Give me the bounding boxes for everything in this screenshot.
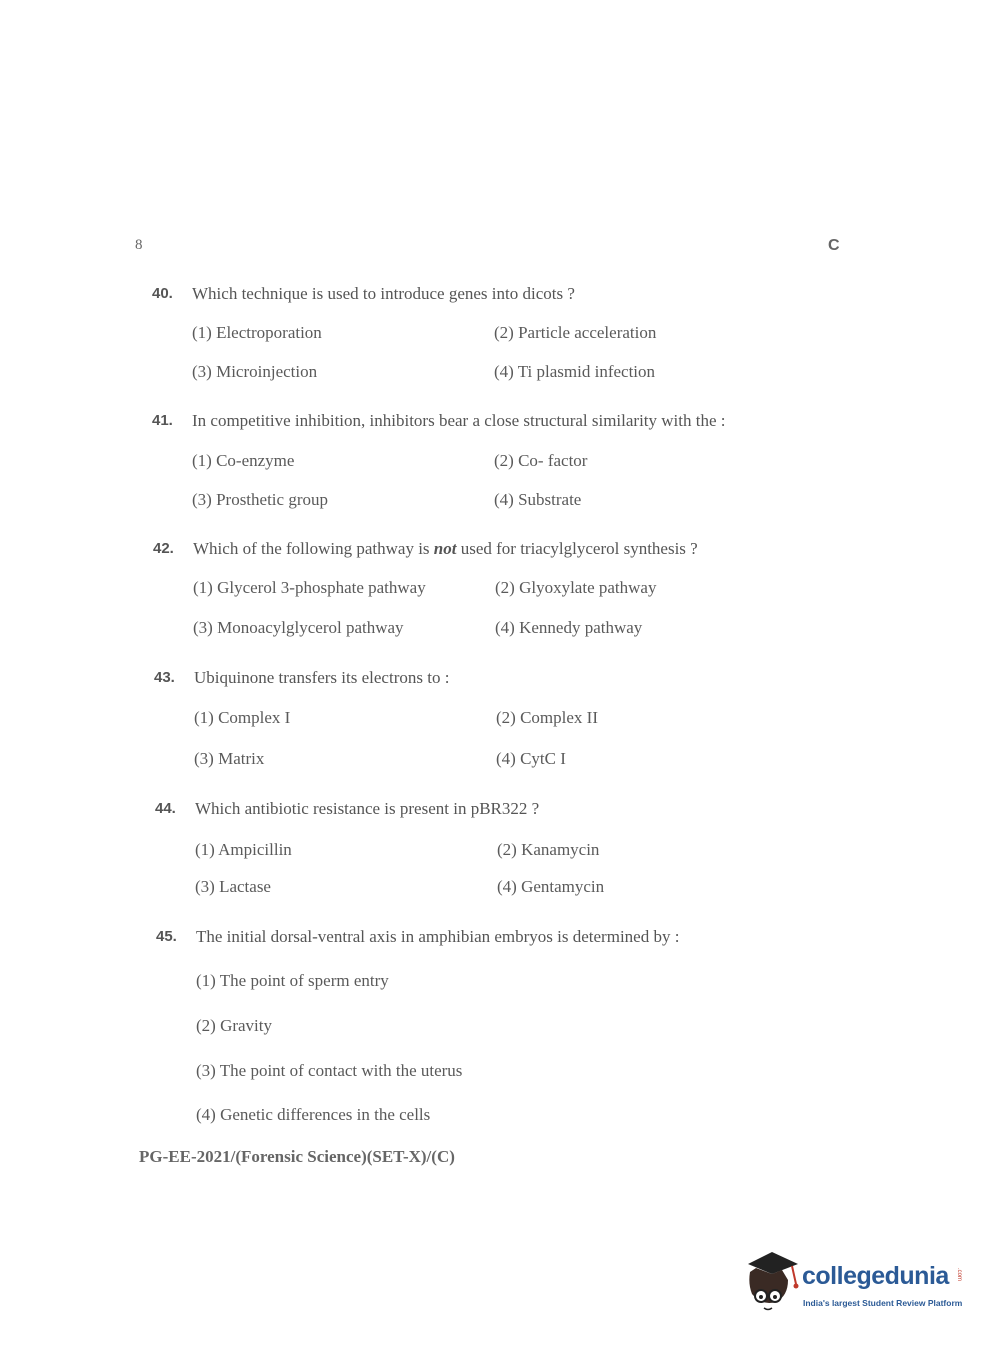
question-text: Which antibiotic resistance is present in pBR322 ?: [195, 799, 540, 818]
option: (4) Genetic differences in the cells: [196, 1105, 431, 1124]
question-number: 44.: [155, 800, 176, 817]
watermark-suffix: .com: [956, 1268, 962, 1282]
option: (2) Kanamycin: [497, 840, 600, 859]
option: (1) The point of sperm entry: [196, 971, 389, 990]
option: (3) Monoacylglycerol pathway: [193, 618, 404, 637]
page-number: 8: [135, 237, 143, 253]
option: (2) Gravity: [196, 1016, 273, 1035]
collegedunia-mascot-icon: [742, 1250, 802, 1316]
option: (1) Electroporation: [192, 323, 322, 342]
option: (1) Ampicillin: [195, 840, 292, 859]
option: (2) Glyoxylate pathway: [495, 578, 657, 597]
set-code: C: [828, 237, 840, 254]
option: (3) Microinjection: [192, 362, 318, 381]
question-text: Ubiquinone transfers its electrons to :: [194, 668, 450, 687]
watermark-name: collegedunia: [802, 1262, 949, 1290]
option: (3) Matrix: [194, 749, 265, 768]
option: (1) Co-enzyme: [192, 451, 295, 470]
option: (3) Lactase: [195, 877, 271, 896]
watermark-tagline: India's largest Student Review Platform: [803, 1298, 963, 1308]
option: (2) Complex II: [496, 708, 598, 727]
option: (4) Substrate: [494, 490, 582, 509]
question-text: Which technique is used to introduce genes into dicots ?: [192, 284, 575, 303]
emphasis-not: not: [433, 539, 457, 558]
question-number: 45.: [156, 928, 177, 945]
question-number: 40.: [152, 285, 173, 302]
option: (3) The point of contact with the uterus: [196, 1061, 463, 1080]
option: (4) CytC I: [496, 749, 566, 768]
question-text: Which of the following pathway is not used for triacylglycerol synthesis ?: [193, 539, 698, 558]
question-text: In competitive inhibition, inhibitors bear a close structural similarity with the :: [192, 411, 726, 430]
option: (4) Gentamycin: [497, 877, 605, 896]
option: (2) Co- factor: [494, 451, 588, 470]
option: (3) Prosthetic group: [192, 490, 328, 509]
question-number: 42.: [153, 540, 174, 557]
option: (1) Complex I: [194, 708, 291, 727]
footer-code: PG-EE-2021/(Forensic Science)(SET-X)/(C): [139, 1147, 455, 1166]
option: (4) Ti plasmid infection: [494, 362, 656, 381]
question-number: 43.: [154, 669, 175, 686]
question-text: The initial dorsal-ventral axis in amphibian embryos is determined by :: [196, 927, 680, 946]
option: (1) Glycerol 3-phosphate pathway: [193, 578, 426, 597]
question-number: 41.: [152, 412, 173, 429]
option: (2) Particle acceleration: [494, 323, 657, 342]
option: (4) Kennedy pathway: [495, 618, 643, 637]
